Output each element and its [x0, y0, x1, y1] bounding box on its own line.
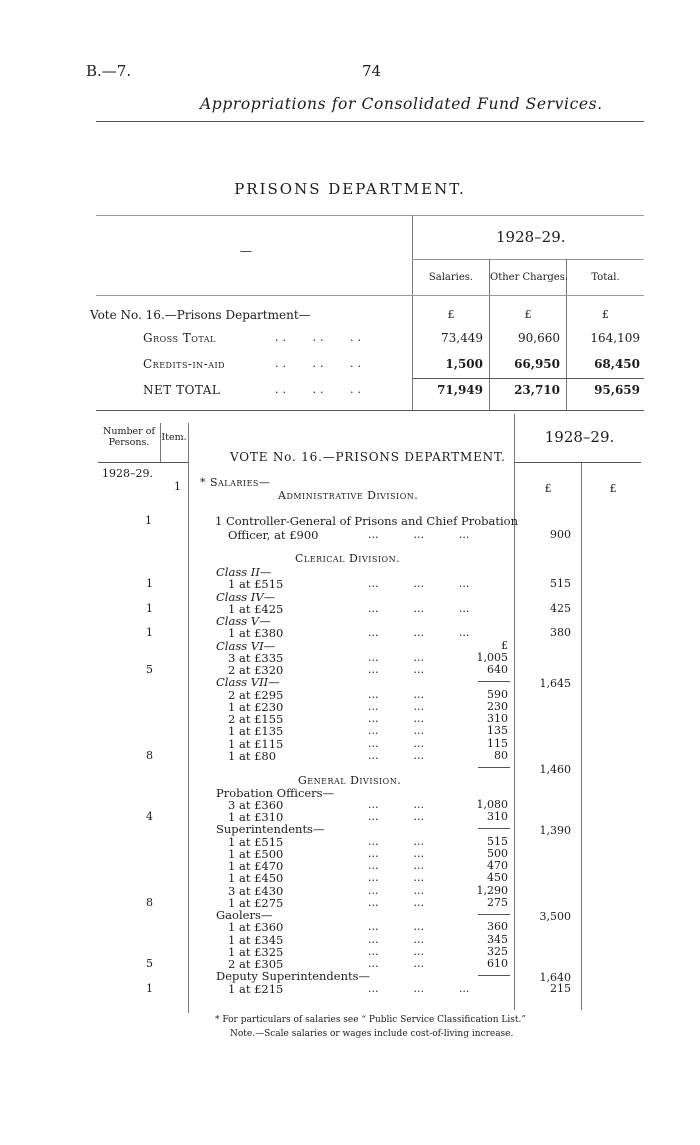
gross-total-salaries: 73,449	[441, 331, 483, 345]
leader-dots: ... ...	[368, 859, 424, 872]
gross-total-total: 164,109	[590, 331, 640, 345]
sub-amount: 360	[487, 920, 508, 934]
sub-amount: 450	[487, 871, 508, 885]
persons-count: 8	[146, 895, 153, 909]
row-label: 1 at £515	[228, 577, 284, 592]
amount: 1,460	[539, 763, 571, 776]
subtotal-rule	[478, 681, 510, 682]
net-total-other: 23,710	[514, 383, 560, 397]
amount: 1,640	[539, 971, 571, 985]
subtotal-rule	[478, 828, 510, 829]
gross-total-dots: .. .. ..	[275, 331, 365, 344]
page-number: 74	[362, 62, 382, 80]
admin-amount: 900	[550, 528, 571, 541]
leader-dots: ... ...	[368, 810, 424, 823]
leader-dots: ... ...	[368, 920, 424, 934]
row-label: Probation Officers—	[216, 785, 335, 800]
class-heading: Class VII—	[216, 675, 280, 690]
persons-count: 4	[146, 810, 153, 823]
credits-in-aid-dots: .. .. ..	[275, 357, 365, 370]
sub-amount: 80	[494, 748, 508, 762]
admin-line-1: 1 Controller-General of Prisons and Chief Probation	[215, 514, 519, 528]
header-rule	[96, 121, 644, 122]
pound-column-1: £	[544, 482, 552, 495]
amount: 425	[550, 601, 571, 615]
leader-dots: ... ...	[368, 957, 424, 970]
leader-dots: ... ... ...	[368, 577, 470, 591]
row-label: 2 at £305	[228, 957, 284, 971]
leader-dots: ... ... ...	[368, 981, 470, 995]
sub-amount: 515	[487, 834, 508, 848]
row-label: 1 at £325	[228, 944, 284, 959]
leader-dots: ... ...	[368, 834, 424, 848]
subtotal-rule	[478, 767, 510, 768]
class-heading: Class V—	[216, 614, 271, 628]
leader-dots: ... ...	[368, 895, 424, 909]
leader-dots: ... ...	[368, 712, 424, 725]
summary-year: 1928–29.	[496, 228, 566, 246]
leader-dots: ... ...	[368, 699, 424, 713]
leader-dots: ... ... ...	[368, 601, 470, 615]
col-number-of-persons: Number of Persons.	[103, 426, 155, 448]
credits-in-aid-label: Credits-in-aid	[143, 357, 226, 371]
sub-amount: 470	[487, 859, 508, 872]
sub-amount: 500	[487, 846, 508, 860]
row-label: Gaolers—	[216, 908, 273, 922]
leader-dots: ... ...	[368, 883, 424, 897]
sub-amount: 345	[487, 932, 508, 946]
admin-dots: ... ... ...	[368, 528, 470, 541]
row-label: 2 at £295	[228, 687, 284, 702]
general-division-heading: General Division.	[298, 774, 402, 788]
persons-count: 5	[146, 663, 153, 676]
admin-line-2: Officer, at £900	[228, 528, 319, 542]
sub-amount: 310	[487, 712, 508, 725]
row-label: 1 at £425	[228, 601, 284, 616]
row-label: 1 at £135	[228, 724, 284, 739]
credits-in-aid-other: 66,950	[514, 357, 560, 371]
summary-currency-total: £	[602, 308, 609, 321]
gross-total-other: 90,660	[518, 331, 560, 345]
amount: 3,500	[539, 910, 571, 923]
leader-dots: ... ...	[368, 944, 424, 958]
clerical-division-heading: Clerical Division.	[295, 552, 401, 565]
row-label: 1 at £500	[228, 846, 284, 861]
vote-title: VOTE No. 16.—PRISONS DEPARTMENT.	[230, 450, 506, 464]
administrative-division-heading: Administrative Division.	[278, 489, 419, 502]
persons-count: 1	[146, 601, 153, 615]
row-label: 3 at £360	[228, 797, 284, 812]
row-label: 1 at £515	[228, 834, 284, 849]
sub-amount: £	[501, 638, 508, 652]
sub-amount: 325	[487, 944, 508, 958]
sub-amount: 275	[487, 895, 508, 909]
summary-col-salaries: Salaries.	[428, 272, 474, 283]
sub-amount: 230	[487, 699, 508, 713]
sub-amount: 1,005	[476, 650, 508, 664]
year-left: 1928–29.	[102, 467, 153, 480]
row-label: 1 at £115	[228, 736, 284, 751]
row-label: 1 at £80	[228, 748, 277, 763]
leader-dots: ... ...	[368, 687, 424, 701]
leader-dots: ... ...	[368, 932, 424, 946]
footnote-salaries: * For particulars of salaries see “ Public Service Classification List.”	[215, 1015, 526, 1025]
subtotal-rule	[478, 914, 510, 915]
leader-dots: ... ...	[368, 846, 424, 860]
running-title: Appropriations for Consolidated Fund Services.	[200, 95, 603, 113]
credits-in-aid-salaries: 1,500	[445, 357, 483, 371]
row-label: 3 at £430	[228, 883, 284, 898]
row-label: 3 at £335	[228, 650, 284, 665]
row-label: Deputy Superintendents—	[216, 969, 371, 984]
leader-dots: ... ...	[368, 650, 424, 664]
row-label: 1 at £275	[228, 895, 284, 910]
row-label: 1 at £450	[228, 871, 284, 886]
row-label: 1 at £230	[228, 699, 284, 714]
row-label: 1 at £345	[228, 932, 284, 947]
sub-amount: 1,080	[476, 797, 508, 811]
class-heading: Class II—	[216, 565, 272, 579]
sub-amount: 310	[487, 810, 508, 823]
net-total-salaries: 71,949	[437, 383, 483, 397]
row-label: 1 at £215	[228, 981, 284, 996]
class-heading: Class IV—	[216, 589, 276, 604]
sub-amount: 135	[487, 724, 508, 738]
summary-currency-other: £	[524, 308, 532, 321]
sub-amount: 590	[487, 687, 508, 701]
amount: 380	[550, 626, 571, 640]
gross-total-label: Gross Total	[143, 331, 216, 345]
footnote-note: Note.—Scale salaries or wages include cost-of-living increase.	[230, 1029, 514, 1039]
sub-amount: 610	[487, 957, 508, 970]
credits-in-aid-total: 68,450	[594, 357, 640, 371]
row-label: Superintendents—	[216, 822, 325, 837]
summary-col-other: Other Charges.	[490, 272, 568, 283]
leader-dots: ... ...	[368, 663, 424, 676]
leader-dots: ... ...	[368, 748, 424, 762]
amount: 515	[550, 577, 571, 591]
row-label: 1 at £360	[228, 920, 284, 935]
row-label: 1 at £310	[228, 810, 284, 824]
row-label: 2 at £320	[228, 663, 284, 677]
admin-persons: 1	[145, 514, 152, 527]
col-item: Item.	[161, 432, 187, 443]
leader-dots: ... ...	[368, 871, 424, 885]
summary-currency-salaries: £	[447, 308, 455, 321]
col-year: 1928–29.	[544, 428, 615, 446]
row-label: 2 at £155	[228, 712, 284, 726]
leader-dots: ... ...	[368, 797, 424, 811]
row-label: 1 at £380	[228, 626, 284, 641]
sub-amount: 640	[487, 663, 508, 676]
persons-count: 1	[146, 577, 153, 591]
net-total-dots: .. .. ..	[275, 383, 365, 396]
net-total-label: NET TOTAL	[143, 383, 221, 397]
persons-count: 1	[146, 626, 153, 640]
leader-dots: ... ...	[368, 724, 424, 738]
amount: 1,645	[539, 677, 571, 691]
persons-count: 5	[146, 957, 153, 970]
pound-column-2: £	[609, 482, 617, 495]
salaries-heading: * Salaries—	[200, 476, 271, 489]
row-label: 1 at £470	[228, 859, 284, 873]
summary-dash: —	[240, 244, 252, 258]
amount: 1,390	[539, 824, 571, 838]
leader-dots: ... ...	[368, 736, 424, 750]
sub-amount: 1,290	[476, 883, 508, 897]
leader-dots: ... ... ...	[368, 626, 470, 640]
sub-amount: 115	[487, 736, 508, 750]
net-total-total: 95,659	[594, 383, 640, 397]
page-reference: B.—7.	[86, 62, 132, 80]
amount: 215	[550, 981, 571, 995]
persons-count: 8	[146, 748, 153, 762]
subtotal-rule	[478, 975, 510, 976]
department-title: PRISONS DEPARTMENT.	[234, 180, 466, 198]
class-heading: Class VI—	[216, 638, 276, 653]
summary-col-total: Total.	[591, 272, 620, 283]
item-number: 1	[174, 480, 181, 493]
vote-label: Vote No. 16.—Prisons Department—	[90, 308, 311, 322]
persons-count: 1	[146, 981, 153, 995]
